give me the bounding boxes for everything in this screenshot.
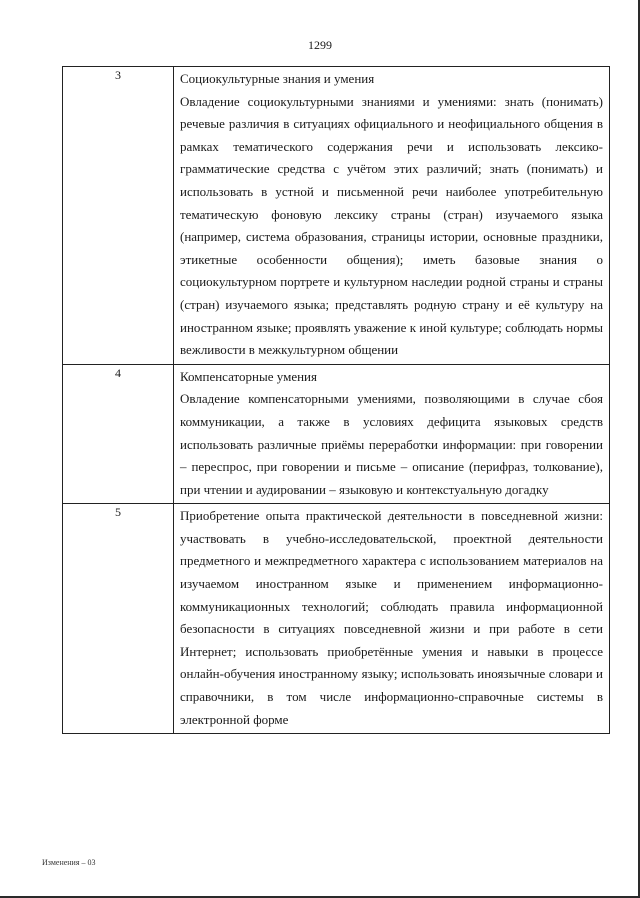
page-number: 1299 xyxy=(308,38,332,52)
row-body: Овладение компенсаторными умениями, позволяющими в случае сбоя коммуникации, а также в условиях дефицита языковых средств использовать различные приёмы переработки информации: при говорении – переспрос, при говорении и письме – описание (перифраз, толкование), при чтении и аудировании – языковую и контекстуальную догадку xyxy=(180,391,603,497)
row-body: Овладение социокультурными знаниями и умениями: знать (понимать) речевые различия в ситуациях официального и неофициального общения в рамках тематического содержания речи и использовать лексико-грамматические средства с учётом этих различий; знать (понимать) и использовать в устной и письменной речи наиболее употребительную тематическую фоновую лексику страны (стран) изучаемого языка (например, система образования, страницы истории, основные праздники, этикетные особенности общения); иметь базовые знания о социокультурном портрете и культурном наследии родной страны и страны (стран) изучаемого языка; представлять родную страну и её культуру на иностранном языке; проявлять уважение к иной культуре; соблюдать нормы вежливости в межкультурном общении xyxy=(180,93,603,358)
row-number: 4 xyxy=(63,364,174,504)
row-number: 5 xyxy=(63,504,174,734)
row-content xyxy=(174,67,610,365)
row-body: Приобретение опыта практической деятельности в повседневной жизни: участвовать в учебно-исследовательской, проектной деятельности предметного и межпредметного характера с использованием материалов на изучаемом иностранном языке и применением информационно-коммуникационных технологий; соблюдать правила информационной безопасности в ситуациях повседневной жизни и при работе в сети Интернет; использовать приобретённые умения и навыки в процессе онлайн-обучения иностранному языку; использовать иноязычные словари и справочники, в том числе информационно-справочные системы в электронной форме xyxy=(180,508,603,727)
row-title: Социокультурные знания и умения xyxy=(180,71,375,86)
table-row-3 xyxy=(63,67,610,365)
footer-revision-note: Изменения – 03 xyxy=(42,858,96,867)
row-title: Компенсаторные умения xyxy=(180,368,317,384)
table-row-4 xyxy=(63,364,610,504)
row-number: 3 xyxy=(63,67,174,365)
row-content xyxy=(174,504,610,734)
row-content xyxy=(174,364,610,504)
content-table xyxy=(62,66,610,734)
table-row-5 xyxy=(63,504,610,734)
